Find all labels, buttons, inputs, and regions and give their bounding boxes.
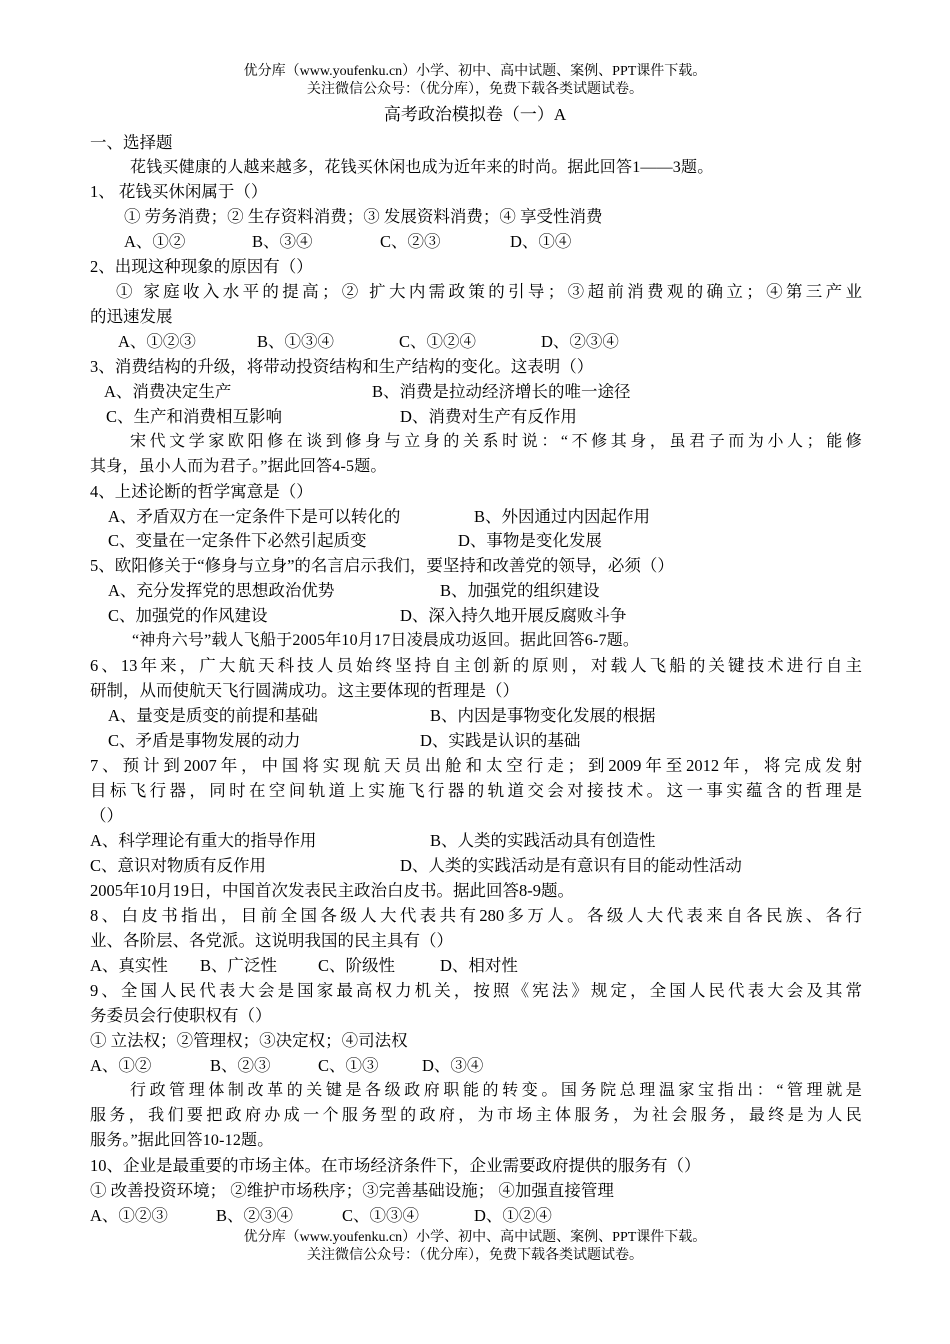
option-b: B、③④: [252, 232, 313, 251]
section-heading: 一、选择题: [90, 133, 173, 152]
stem-2-line-2: 其身，虽小人而为君子。”据此回答4-5题。: [90, 458, 387, 475]
option-c: C、①②④: [399, 332, 477, 351]
option-a: A、①②: [124, 232, 186, 251]
question-6-options-row-1: [108, 705, 862, 727]
option-a: A、①②③: [90, 1206, 168, 1225]
question-2-items-line-2: 的迅速发展: [90, 307, 173, 326]
stem-1: 花钱买健康的人越来越多，花钱买休闲也成为近年来的时尚。据此回答1——3题。: [130, 159, 714, 176]
question-5-options-row-2: [108, 605, 862, 627]
question-1: 1、 花钱买休闲属于（）: [90, 182, 268, 201]
option-c: C、变量在一定条件下必然引起质变: [108, 531, 367, 550]
question-7-line-1: 7、预计到2007年，中国将实现航天员出舱和太空行走；到2009年至2012年，将完成发射: [90, 756, 862, 775]
question-3-options-row-2: [106, 406, 862, 428]
stem-5-line-2: 服务，我们要把政府办成一个服务型的政府，为市场主体服务，为社会服务，最终是为人民: [90, 1107, 862, 1124]
question-6-line-1: 6、13年来，广大航天科技人员始终坚持自主创新的原则，对载人飞船的关键技术进行自主: [90, 656, 862, 675]
question-7-line-2: 目标飞行器，同时在空间轨道上实施飞行器的轨道交会对接技术。这一事实蕴含的哲理是: [90, 781, 862, 800]
question-5: 5、欧阳修关于“修身与立身”的名言启示我们，要坚持和改善党的领导，必须（）: [90, 556, 674, 575]
option-d: D、①②④: [474, 1206, 552, 1225]
option-c: C、①③④: [342, 1206, 420, 1225]
option-d: D、①④: [510, 232, 572, 251]
option-b: B、加强党的组织建设: [440, 581, 600, 600]
option-b: B、外因通过内因起作用: [474, 507, 651, 526]
option-b: B、②③: [210, 1056, 271, 1075]
option-d: D、③④: [422, 1056, 484, 1075]
stem-5-line-1: 行政管理体制改革的关键是各级政府职能的转变。国务院总理温家宝指出：“管理就是: [130, 1082, 862, 1099]
question-7-line-3: （）: [90, 806, 123, 825]
option-d: D、消费对生产有反作用: [400, 407, 577, 426]
question-9-options: [90, 1055, 862, 1077]
stem-3: “神舟六号”载人飞船于2005年10月17日凌晨成功返回。据此回答6-7题。: [132, 632, 640, 649]
question-3-options-row-1: [104, 381, 862, 403]
option-d: D、人类的实践活动是有意识有目的能动性活动: [400, 856, 742, 875]
question-1-items: ① 劳务消费；② 生存资料消费；③ 发展资料消费；④ 享受性消费: [124, 207, 603, 226]
option-c: C、生产和消费相互影响: [106, 407, 283, 426]
question-8-line-1: 8、白皮书指出，目前全国各级人大代表共有280多万人。各级人大代表来自各民族、各行: [90, 906, 862, 925]
stem-2-line-1: 宋代文学家欧阳修在谈到修身与立身的关系时说：“不修其身，虽君子而为小人；能修: [130, 433, 862, 450]
question-6-options-row-2: [108, 730, 862, 752]
option-a: A、科学理论有重大的指导作用: [90, 831, 317, 850]
option-a: A、①②: [90, 1056, 152, 1075]
question-9-line-1: 9、全国人民代表大会是国家最高权力机关，按照《宪法》规定，全国人民代表大会及其常: [90, 981, 862, 1000]
question-6-line-2: 研制，从而使航天飞行圆满成功。这主要体现的哲理是（）: [90, 681, 519, 700]
question-2-items-line-1: ① 家庭收入水平的提高；② 扩大内需政策的引导；③超前消费观的确立；④第三产业: [116, 282, 862, 301]
page-title: 高考政治模拟卷（一）A: [383, 105, 567, 124]
question-9-line-2: 务委员会行使职权有（）: [90, 1006, 272, 1025]
footer-line-1: 优分库（www.youfenku.cn）小学、初中、高中试题、案例、PPT课件下载。: [243, 1230, 707, 1245]
question-2-options: [118, 331, 862, 353]
option-b: B、①③④: [257, 332, 335, 351]
option-d: D、实践是认识的基础: [420, 731, 581, 750]
question-10-items: ① 改善投资环境； ②维护市场秩序；③完善基础设施； ④加强直接管理: [90, 1181, 614, 1200]
option-b: B、广泛性: [200, 956, 278, 975]
option-c: C、①③: [318, 1056, 379, 1075]
header-line-2: 关注微信公众号：（优分库），免费下载各类试题试卷。: [307, 82, 643, 97]
option-a: A、①②③: [118, 332, 196, 351]
question-7-options-row-1: [90, 830, 862, 852]
option-d: D、深入持久地开展反腐败斗争: [400, 606, 627, 625]
option-b: B、②③④: [216, 1206, 294, 1225]
option-d: D、②③④: [541, 332, 619, 351]
option-d: D、事物是变化发展: [458, 531, 602, 550]
option-c: C、意识对物质有反作用: [90, 856, 267, 875]
question-3: 3、消费结构的升级，将带动投资结构和生产结构的变化。这表明（）: [90, 357, 594, 376]
option-c: C、矛盾是事物发展的动力: [108, 731, 301, 750]
question-8-options: [90, 955, 862, 977]
question-2: 2、出现这种现象的原因有（）: [90, 257, 313, 276]
question-1-options: [124, 231, 862, 253]
option-a: A、消费决定生产: [104, 382, 232, 401]
option-c: C、②③: [380, 232, 441, 251]
option-a: A、充分发挥党的思想政治优势: [108, 581, 335, 600]
option-d: D、相对性: [440, 956, 518, 975]
option-b: B、人类的实践活动具有创造性: [430, 831, 656, 850]
option-b: B、内因是事物变化发展的根据: [430, 706, 656, 725]
option-a: A、量变是质变的前提和基础: [108, 706, 318, 725]
footer-line-2: 关注微信公众号：（优分库），免费下载各类试题试卷。: [307, 1248, 643, 1263]
question-4: 4、上述论断的哲学寓意是（）: [90, 482, 313, 501]
option-a: A、矛盾双方在一定条件下是可以转化的: [108, 507, 401, 526]
question-8-line-2: 业、各阶层、各党派。这说明我国的民主具有（）: [90, 931, 453, 950]
option-a: A、真实性: [90, 956, 168, 975]
option-c: C、加强党的作风建设: [108, 606, 268, 625]
question-4-options-row-1: [108, 506, 862, 528]
question-7-options-row-2: [90, 855, 862, 877]
question-5-options-row-1: [108, 580, 862, 602]
question-9-items: ① 立法权；②管理权；③决定权；④司法权: [90, 1031, 408, 1050]
question-10-options: [90, 1205, 862, 1227]
stem-5-line-3: 服务。”据此回答10-12题。: [90, 1132, 274, 1149]
question-10: 10、企业是最重要的市场主体。在市场经济条件下，企业需要政府提供的服务有（）: [90, 1156, 701, 1175]
option-c: C、阶级性: [318, 956, 396, 975]
question-4-options-row-2: [108, 530, 862, 552]
stem-4: 2005年10月19日，中国首次发表民主政治白皮书。据此回答8-9题。: [90, 881, 574, 900]
header-line-1: 优分库（www.youfenku.cn）小学、初中、高中试题、案例、PPT课件下载。: [243, 64, 707, 79]
option-b: B、消费是拉动经济增长的唯一途径: [372, 382, 631, 401]
